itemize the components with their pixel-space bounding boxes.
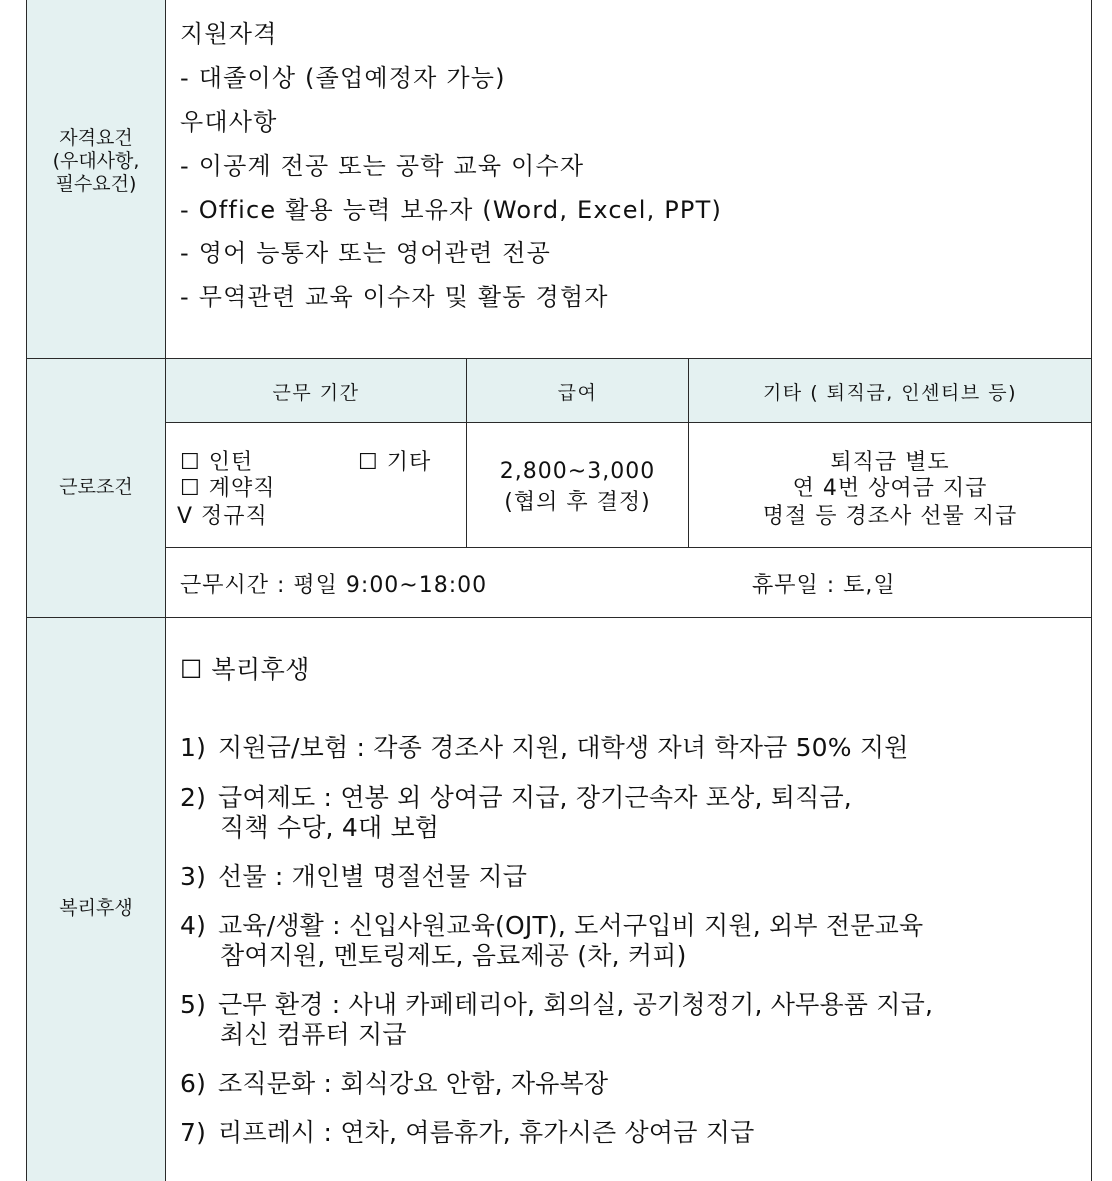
etc-line: 연 4번 상여금 지급 bbox=[792, 476, 988, 501]
welfare-item: 5) 근무 환경 : 사내 카페테리아, 회의실, 공기청정기, 사무용품 지급, 최신 컴퓨터 지급 bbox=[180, 990, 934, 1049]
welfare-item: 3) 선물 : 개인별 명절선물 지급 bbox=[180, 862, 528, 891]
work-hours: 근무시간 : 평일 9:00~18:00 bbox=[180, 573, 488, 598]
conditions-label: 근로조건 bbox=[59, 476, 133, 498]
qual-line: - 영어 능통자 또는 영어관련 전공 bbox=[180, 239, 551, 267]
border-right bbox=[1091, 0, 1092, 1181]
welfare-item: 4) 교육/생활 : 신입사원교육(OJT), 도서구입비 지원, 외부 전문교육 참여지원, 멘토링제도, 음료제공 (차, 커피) bbox=[180, 911, 924, 970]
header-etc: 기타 ( 퇴직금, 인센티브 등) bbox=[762, 382, 1018, 404]
border-subrow bbox=[165, 547, 1092, 548]
salary-note: (협의 후 결정) bbox=[504, 490, 651, 515]
qualification-label: 자격요건 (우대사항, 필수요건) bbox=[52, 127, 140, 195]
border-row1 bbox=[26, 358, 1092, 359]
etc-line: 명절 등 경조사 선물 지급 bbox=[762, 504, 1018, 529]
period-contract: ☐ 계약직 bbox=[180, 476, 276, 501]
border-row2 bbox=[26, 617, 1092, 618]
period-regular: V 정규직 bbox=[177, 504, 268, 529]
qual-line: 우대사항 bbox=[180, 108, 278, 136]
period-intern: ☐ 인턴 bbox=[180, 450, 254, 475]
welfare-item: 1) 지원금/보험 : 각종 경조사 지원, 대학생 자녀 학자금 50% 지원 bbox=[180, 733, 909, 762]
welfare-title: ☐ 복리후생 bbox=[180, 655, 310, 684]
qual-line: - 대졸이상 (졸업예정자 가능) bbox=[180, 64, 506, 92]
border-subhead bbox=[165, 422, 1092, 423]
etc-line: 퇴직금 별도 bbox=[830, 450, 950, 475]
qual-line: - Office 활용 능력 보유자 (Word, Excel, PPT) bbox=[180, 196, 723, 224]
salary-range: 2,800~3,000 bbox=[499, 459, 656, 484]
holidays: 휴무일 : 토,일 bbox=[752, 573, 896, 598]
qual-line: 지원자격 bbox=[180, 20, 278, 48]
header-period: 근무 기간 bbox=[272, 382, 360, 404]
welfare-item: 6) 조직문화 : 회식강요 안함, 자유복장 bbox=[180, 1069, 609, 1098]
welfare-item: 2) 급여제도 : 연봉 외 상여금 지급, 장기근속자 포상, 퇴직금, 직책 수당, 4대 보험 bbox=[180, 783, 852, 842]
qual-line: - 이공계 전공 또는 공학 교육 이수자 bbox=[180, 152, 585, 180]
welfare-item: 7) 리프레시 : 연차, 여름휴가, 휴가시즌 상여금 지급 bbox=[180, 1118, 755, 1147]
header-salary: 급여 bbox=[557, 382, 598, 404]
welfare-label: 복리후생 bbox=[59, 897, 133, 919]
qual-line: - 무역관련 교육 이수자 및 활동 경험자 bbox=[180, 283, 609, 311]
period-other: ☐ 기타 bbox=[358, 450, 432, 475]
